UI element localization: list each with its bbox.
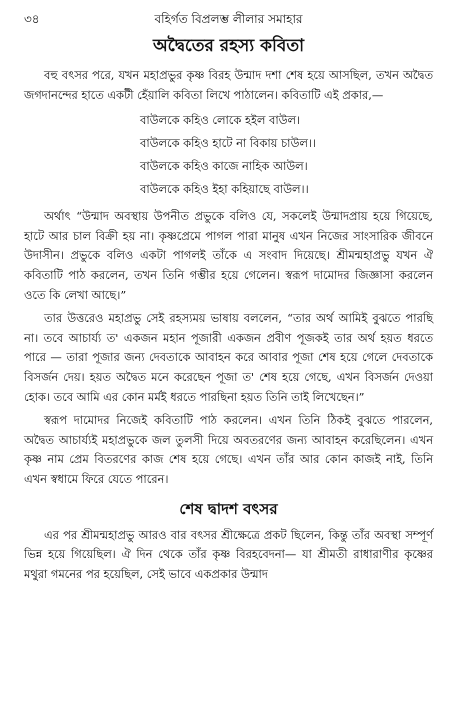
chapter-heading: অদ্বৈতের রহস্য কবিতা (152, 36, 305, 56)
paragraph-intro: বহু বৎসর পরে, যখন মহাপ্রভুর কৃষ্ণ বিরহ উন্মাদ দশা শেষ হয়ে আসছিল, তখন অদ্বৈত জগদানন্দের হাতে একটী হেঁয়ালি কবিতা লিখে পাঠালেন। কবিতাটি এই প্রকার,— (24, 68, 433, 102)
verse-block (140, 109, 433, 201)
verse-line: বাউলকে কহিও লোকে হইল বাউল। (140, 113, 301, 128)
paragraph-reply: তার উত্তরেও মহাপ্রভু সেই রহস্যময় ভাষায় বললেন, “তার অর্থ আমিই বুঝতে পারছি না। তবে আচার্য্য ত' একজন মহান পূজারী একজন প্রবীণ পূজকই তার অর্থ হয়ত ধরতে পারে — তারা পূজার জন্য দেবতাকে আবাহন করে আবার পূজা শেষ হয়ে গেলে দেবতাকে বিসর্জন দেয়। হয়ত অদ্বৈত মনে করেছেন পূজা ত' শেষ হয়ে গেছে, এখন বিসর্জন দেওয়া হোক। তবে আমি এর কোন মর্মই ধরতে পারছিনা হয়ত তিনি তাই লিখেছেন।” (24, 311, 433, 404)
paragraph-svarupa: স্বরূপ দামোদর নিজেই কবিতাটি পাঠ করলেন। এখন তিনি ঠিকই বুঝতে পারলেন, অদ্বৈত আচার্য্যই মহাপ্রভুকে জল তুলসী দিয়ে অবতরণের জন্য আবাহন করেছিলেন। এখন কৃষ্ণ নাম প্রেম বিতরণের কাজ শেষ হয়ে গেছে। এখন তাঁর আর কোন কাজই নাই, তিনি এখন স্বধামে ফিরে যেতে পারেন। (24, 413, 433, 486)
page-number: ৩৪ (24, 12, 40, 26)
verse-line: বাউলকে কহিও কাজে নাহিক আউল। (140, 159, 308, 174)
section-heading: শেষ দ্বাদশ বৎসর (179, 499, 278, 518)
paragraph-meaning: অর্থাৎ “উন্মাদ অবস্থায় উপনীত প্রভুকে বলিও যে, সকলেই উন্মাদপ্রায় হয়ে গিয়েছে, হাটে আর চাল বিক্রী হয় না। কৃষ্ণপ্রেমে পাগল পারা মানুষ এখন নিজের সাংসারিক জীবনে উদাসীন। প্রভুকে বলিও একটা পাগলই তাঁকে এ সংবাদ দিয়েছে। শ্রীমন্মহাপ্রভু যখন ঐ কবিতাটি পাঠ করলেন, তখন তিনি গম্ভীর হয়ে গেলেন। স্বরূপ দামোদর জিজ্ঞাসা করলেন ওতে কি লেখা আছে।” (24, 209, 433, 302)
running-title: বহির্গত বিপ্রলম্ভ লীলার সমাহার (154, 12, 303, 26)
verse-line: বাউলকে কহিও ইহা কহিয়াছে বাউল।। (140, 182, 309, 197)
running-header (24, 8, 433, 30)
paragraph-final-years: এর পর শ্রীমন্মহাপ্রভু আরও বার বৎসর শ্রীক্ষেত্রে প্রকট ছিলেন, কিন্তু তাঁর অবস্থা সম্পূর্ণ ভিন্ন হয়ে গিয়েছিল। ঐ দিন থেকে তাঁর কৃষ্ণ বিরহবেদনা— যা শ্রীমতী রাধারাণীর কৃষ্ণের মথুরা গমনের পর হয়েছিল, সেই ভাবে একপ্রকার উন্মাদ (24, 527, 433, 581)
verse-line: বাউলকে কহিও হাটে না বিকায় চাউল।। (140, 136, 316, 151)
